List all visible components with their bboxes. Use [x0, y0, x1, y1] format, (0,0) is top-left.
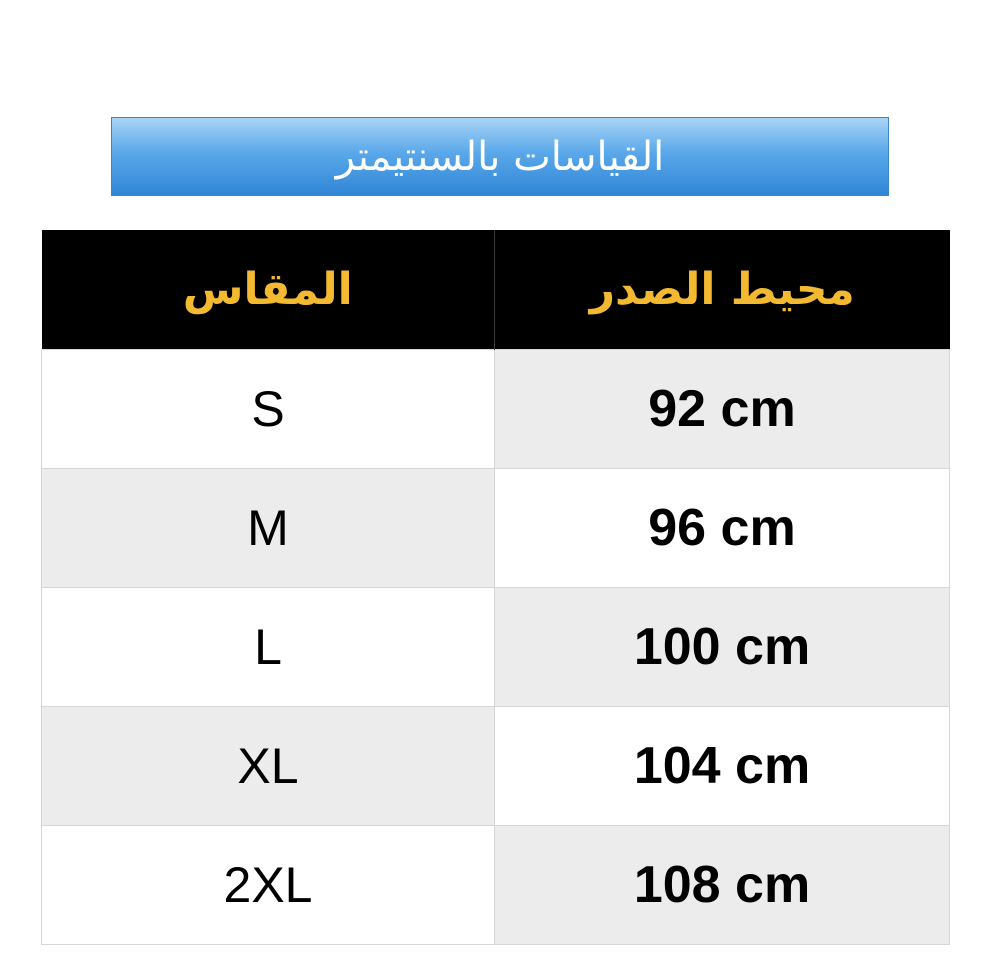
table-row: [42, 350, 950, 469]
size-cell: XL: [42, 707, 495, 826]
table-row: [42, 588, 950, 707]
title-banner: [111, 117, 889, 196]
table-row: [42, 826, 950, 945]
banner-title: القياسات بالسنتيمتر: [335, 133, 665, 180]
chest-column-header: محيط الصدر: [495, 230, 950, 350]
size-cell: 2XL: [42, 826, 495, 945]
size-column-header: المقاس: [42, 230, 495, 350]
chest-cell: 100 cm: [495, 588, 950, 707]
size-chart-table: [41, 230, 950, 945]
chest-cell: 96 cm: [495, 469, 950, 588]
chest-cell: 104 cm: [495, 707, 950, 826]
table-row: [42, 469, 950, 588]
table-header-row: [42, 230, 950, 350]
size-cell: S: [42, 350, 495, 469]
chest-cell: 108 cm: [495, 826, 950, 945]
size-cell: L: [42, 588, 495, 707]
size-cell: M: [42, 469, 495, 588]
table-row: [42, 707, 950, 826]
chest-cell: 92 cm: [495, 350, 950, 469]
